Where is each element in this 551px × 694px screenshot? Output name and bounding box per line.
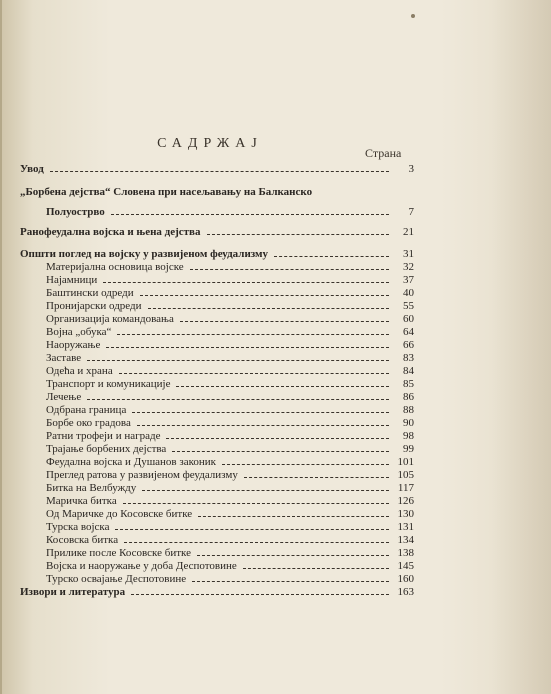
toc-page-number: 134 [397, 534, 414, 546]
toc-page-number: 101 [397, 456, 414, 468]
leader-dashes [198, 515, 389, 517]
toc-entry-title: Од Маричке до Косовске битке [46, 508, 193, 520]
toc-entry [46, 415, 414, 429]
toc-entry [46, 363, 414, 377]
leader-dashes [117, 333, 389, 335]
leader-dashes [119, 372, 389, 374]
toc-entry [46, 454, 414, 468]
toc-page-number: 64 [403, 326, 414, 338]
leader-dashes [132, 411, 389, 413]
leader-dashes [140, 294, 389, 296]
page-edge-left [0, 0, 2, 694]
leader-dashes [222, 463, 389, 465]
toc-entry-title: Најамници [46, 274, 98, 286]
leader-dashes [115, 528, 389, 530]
leader-dashes [244, 476, 389, 478]
toc-page-number: 88 [403, 404, 414, 416]
page-edge-shadow [491, 0, 551, 694]
toc-entry-title: Пронијарски одреди [46, 300, 142, 312]
toc-entry-title: Трајање борбених дејства [46, 443, 167, 455]
leader-dashes [87, 359, 389, 361]
leader-dashes [197, 554, 389, 556]
leader-dashes [111, 213, 389, 215]
toc-page-number: 83 [403, 352, 414, 364]
toc-page-number: 66 [403, 339, 414, 351]
leader-dashes [123, 502, 389, 504]
toc-page-number: 55 [403, 300, 414, 312]
toc-entry-title: Одећа и храна [46, 365, 113, 377]
toc-page-number: 126 [397, 495, 414, 507]
toc-entry [20, 246, 414, 260]
toc-entry [46, 204, 414, 218]
toc-entry-title: Баштински одреди [46, 287, 134, 299]
toc-entry [46, 571, 414, 585]
toc-page-number: 21 [403, 226, 414, 238]
toc-entry-title: Преглед ратова у развијеном феудализму [46, 469, 238, 481]
toc-page-number: 160 [397, 573, 414, 585]
toc-page-number: 138 [397, 547, 414, 559]
toc-entry-title: Ратни трофеји и награде [46, 430, 161, 442]
page-column-label: Страна [365, 146, 402, 160]
toc-entry [46, 519, 414, 533]
leader-dashes [87, 398, 389, 400]
toc-page-number: 86 [403, 391, 414, 403]
toc-entry [46, 493, 414, 507]
toc-page-number: 32 [403, 261, 414, 273]
toc-page-number: 98 [403, 430, 414, 442]
leader-dashes [148, 307, 389, 309]
toc-entry-title: Лечење [46, 391, 82, 403]
toc-entry-title: Организација командовања [46, 313, 174, 325]
toc-page-number: 37 [403, 274, 414, 286]
toc-page-number: 130 [397, 508, 414, 520]
leader-dashes [192, 580, 389, 582]
toc-entry-title: Заставе [46, 352, 82, 364]
leader-dashes [131, 593, 389, 595]
toc-entry [20, 224, 414, 238]
toc-entry-title: Битка на Велбужду [46, 482, 137, 494]
toc-page-number: 60 [403, 313, 414, 325]
toc-page-number: 117 [397, 482, 414, 494]
toc-entry [46, 467, 414, 481]
toc-entry [46, 272, 414, 286]
toc-page-number: 3 [408, 163, 414, 175]
toc-entry [46, 337, 414, 351]
toc-entry-title: Турско освајање Деспотовине [46, 573, 187, 585]
toc-entry [46, 506, 414, 520]
toc-entry-title: Феудална војска и Душанов законик [46, 456, 217, 468]
toc-entry-title: „Борбена дејства“ Словена при насељавању на Балканско [20, 186, 313, 198]
toc-entry-title: Општи поглед на војску у развијеном феудализму [20, 248, 269, 260]
toc-entry [46, 324, 414, 338]
toc-entry-title: Одбрана граница [46, 404, 127, 416]
toc-entry [20, 184, 414, 198]
toc-entry-title: Косовска битка [46, 534, 119, 546]
leader-dashes [137, 424, 389, 426]
toc-entry-title: Ранофеудална војска и њена дејства [20, 226, 201, 238]
toc-entry [46, 402, 414, 416]
leader-dashes [142, 489, 389, 491]
toc-entry-title: Наоружање [46, 339, 101, 351]
toc-entry [46, 441, 414, 455]
toc-entry [46, 350, 414, 364]
leader-dashes [50, 170, 389, 172]
toc-page-number: 85 [403, 378, 414, 390]
paper-spot [411, 14, 415, 18]
leader-dashes [106, 346, 389, 348]
toc-entry-title: Турска војска [46, 521, 110, 533]
toc-entry [46, 389, 414, 403]
leader-dashes [180, 320, 389, 322]
toc-entry [46, 376, 414, 390]
toc-entry-title: Увод [20, 163, 44, 175]
toc-entry [46, 545, 414, 559]
toc-entry-title: Извори и литература [20, 586, 126, 598]
toc-entry [20, 161, 414, 175]
toc-entry-title: Борбе око градова [46, 417, 131, 429]
toc-page-number: 99 [403, 443, 414, 455]
leader-dashes [243, 567, 389, 569]
leader-dashes [124, 541, 389, 543]
toc-page-number: 40 [403, 287, 414, 299]
toc-entry [46, 532, 414, 546]
leader-dashes [274, 255, 389, 257]
toc-entry-title: Маричка битка [46, 495, 117, 507]
toc-entry [46, 298, 414, 312]
page-title: САДРЖАЈ [157, 136, 263, 151]
toc-page-number: 7 [408, 206, 414, 218]
toc-entry-title: Транспорт и комуникације [46, 378, 171, 390]
toc-page-number: 31 [403, 248, 414, 260]
leader-dashes [103, 281, 389, 283]
toc-page-number: 145 [397, 560, 414, 572]
toc-entry-title: Полуострво [46, 206, 105, 218]
toc-entry-title: Војна „обука“ [46, 326, 112, 338]
toc-entry [46, 259, 414, 273]
leader-dashes [190, 268, 389, 270]
toc-page-number: 105 [397, 469, 414, 481]
toc-entry [46, 428, 414, 442]
toc-entry-title: Војска и наоружање у доба Деспотовине [46, 560, 237, 572]
leader-dashes [207, 233, 390, 235]
toc-entry-title: Прилике после Косовске битке [46, 547, 191, 559]
toc-page-number: 163 [397, 586, 414, 598]
toc-entry-title: Материјална основица војске [46, 261, 184, 273]
leader-dashes [176, 385, 389, 387]
toc-entry [46, 311, 414, 325]
leader-dashes [172, 450, 389, 452]
toc-entry [46, 480, 414, 494]
toc-entry [20, 584, 414, 598]
toc-page-number: 90 [403, 417, 414, 429]
toc-entry [46, 558, 414, 572]
toc-entry [46, 285, 414, 299]
leader-dashes [166, 437, 389, 439]
toc-page-number: 84 [403, 365, 414, 377]
toc-page-number: 131 [397, 521, 414, 533]
